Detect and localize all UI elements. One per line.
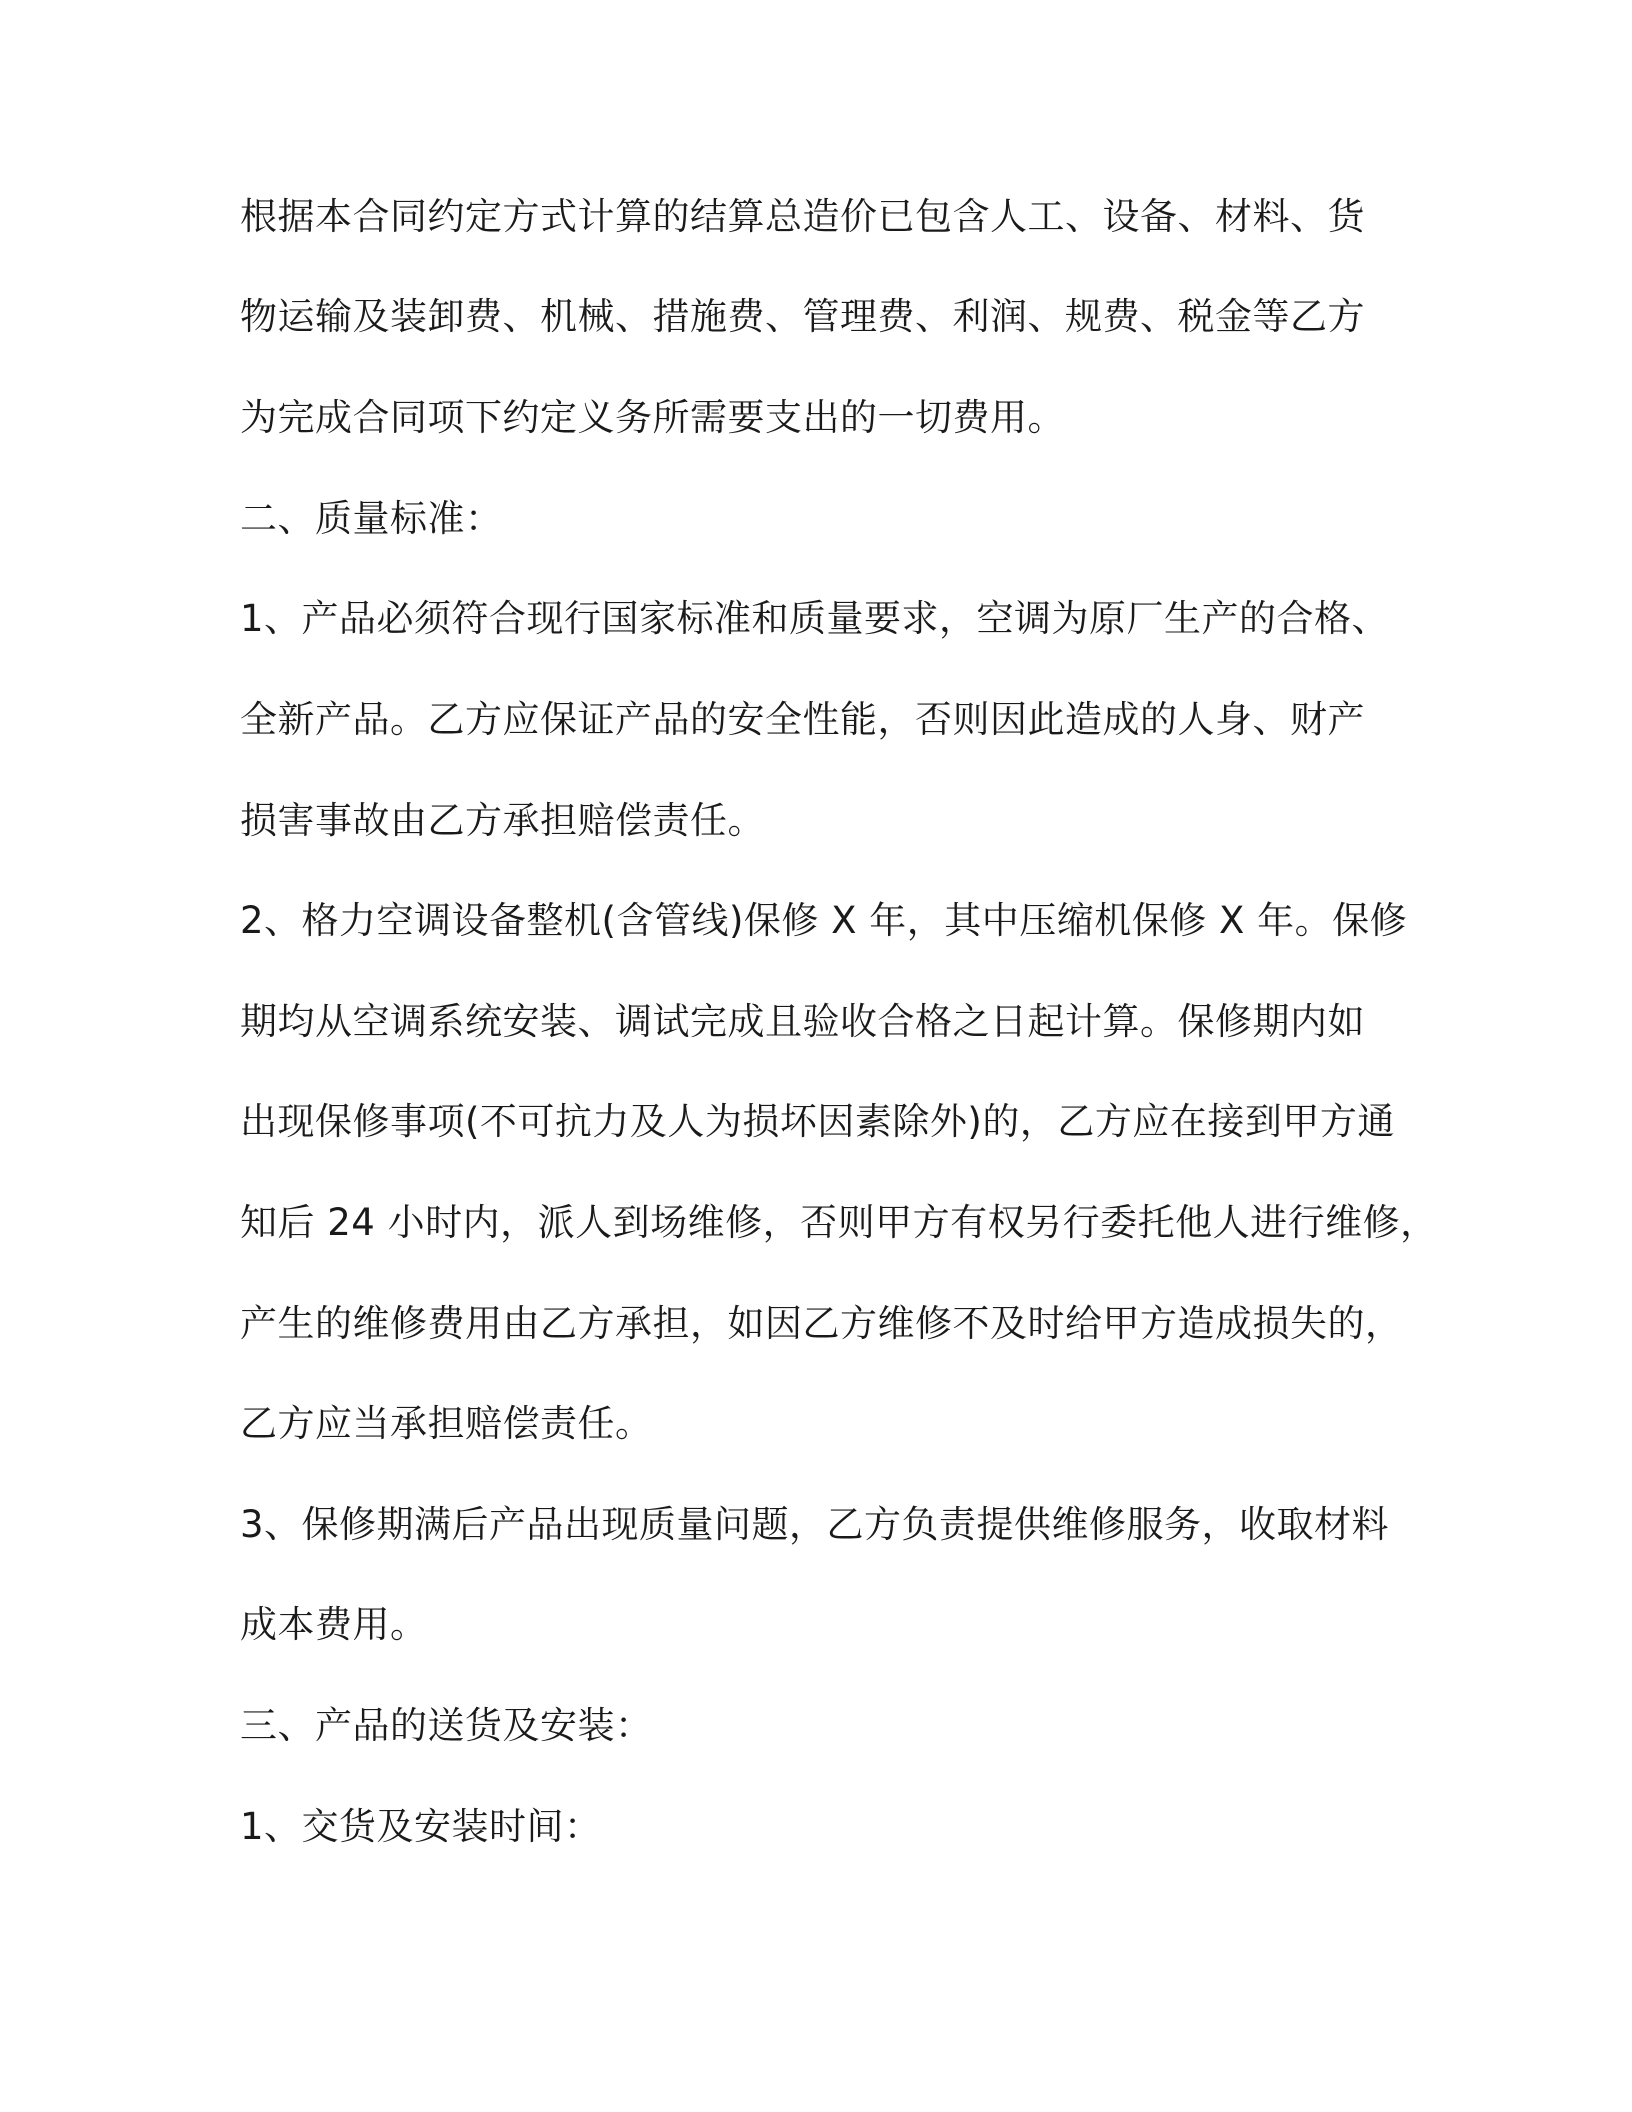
paragraph-line: 为完成合同项下约定义务所需要支出的一切费用。 — [240, 396, 1065, 439]
paragraph-line: 1、交货及安装时间： — [240, 1805, 602, 1848]
paragraph-line: 损害事故由乙方承担赔偿责任。 — [240, 799, 765, 842]
section-heading: 二、质量标准： — [240, 497, 503, 540]
paragraph-line: 1、产品必须符合现行国家标准和质量要求，空调为原厂生产的合格、 — [240, 597, 1390, 640]
paragraph-line: 产生的维修费用由乙方承担，如因乙方维修不及时给甲方造成损失的， — [240, 1302, 1403, 1345]
section-heading: 三、产品的送货及安装： — [240, 1704, 653, 1747]
paragraph-line: 期均从空调系统安装、调试完成且验收合格之日起计算。保修期内如 — [240, 1000, 1365, 1043]
paragraph-line: 3、保修期满后产品出现质量问题，乙方负责提供维修服务，收取材料 — [240, 1503, 1390, 1546]
paragraph-line: 2、格力空调设备整机(含管线)保修 X 年，其中压缩机保修 X 年。保修 — [240, 899, 1408, 942]
paragraph-line: 出现保修事项(不可抗力及人为损坏因素除外)的，乙方应在接到甲方通 — [240, 1100, 1395, 1143]
paragraph-line: 知后 24 小时内，派人到场维修，否则甲方有权另行委托他人进行维修， — [240, 1201, 1438, 1244]
paragraph-line: 成本费用。 — [240, 1603, 428, 1646]
paragraph-line: 乙方应当承担赔偿责任。 — [240, 1402, 653, 1445]
paragraph-line: 物运输及装卸费、机械、措施费、管理费、利润、规费、税金等乙方 — [240, 295, 1365, 338]
paragraph-line: 根据本合同约定方式计算的结算总造价已包含人工、设备、材料、货 — [240, 195, 1365, 238]
paragraph-line: 全新产品。乙方应保证产品的安全性能，否则因此造成的人身、财产 — [240, 698, 1365, 741]
